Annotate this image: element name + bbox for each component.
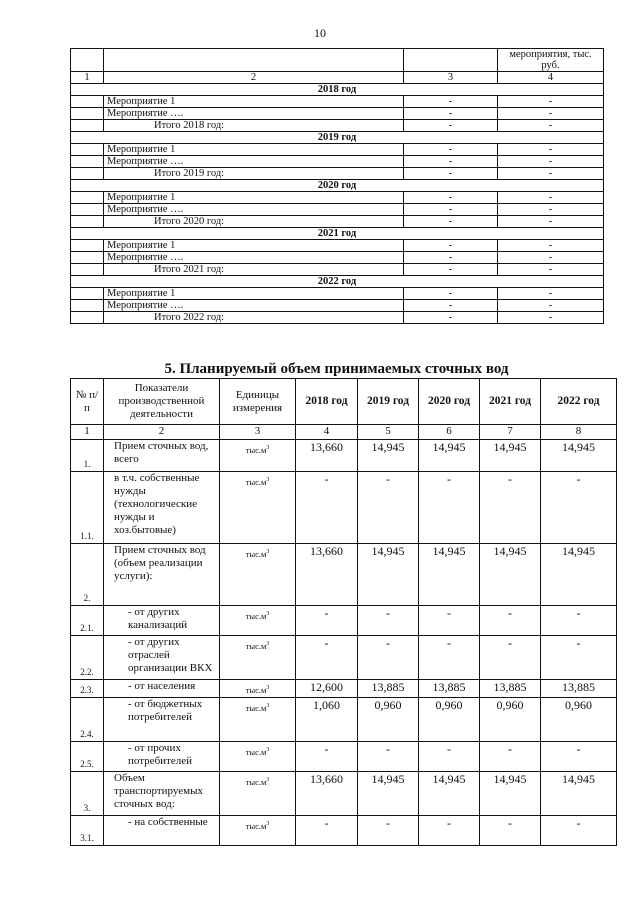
row-value-2019: - — [358, 606, 419, 636]
event-num-cell — [71, 252, 104, 264]
colnum-5: 5 — [358, 425, 419, 440]
row-indicator: Объем транспортируемых сточных вод: — [104, 771, 220, 815]
event-row — [71, 108, 604, 120]
row-value-2022: 14,945 — [541, 771, 617, 815]
colnum-8: 8 — [541, 425, 617, 440]
event-value-col3: - — [404, 108, 498, 120]
event-name: Мероприятие …. — [104, 204, 404, 216]
header-year-2019: 2019 год — [358, 379, 419, 425]
table-row — [71, 636, 617, 680]
table-row — [71, 472, 617, 544]
event-num-cell — [71, 120, 104, 132]
event-num-cell — [71, 288, 104, 300]
wastewater-table-body — [71, 379, 617, 846]
event-name: Мероприятие …. — [104, 108, 404, 120]
row-indicator: - от населения — [104, 680, 220, 698]
header-unit: Единицы измерения — [220, 379, 296, 425]
year-heading: 2018 год — [71, 84, 604, 96]
table-row — [71, 606, 617, 636]
events-table — [70, 48, 604, 324]
events-table-colnum-row — [71, 72, 604, 84]
event-row — [71, 300, 604, 312]
row-unit — [220, 697, 296, 741]
events-header-cell-3 — [404, 49, 498, 72]
header-year-2020: 2020 год — [419, 379, 480, 425]
event-name: Мероприятие 1 — [104, 240, 404, 252]
year-row — [71, 180, 604, 192]
colnum-4: 4 — [296, 425, 358, 440]
row-number: 1.1. — [71, 472, 104, 544]
event-num-cell — [71, 300, 104, 312]
event-value-col3: - — [404, 96, 498, 108]
event-value-col4: - — [498, 108, 604, 120]
row-unit — [220, 544, 296, 606]
row-value-2019: - — [358, 472, 419, 544]
row-value-2018: 1,060 — [296, 697, 358, 741]
row-value-2022: 13,885 — [541, 680, 617, 698]
row-value-2019: - — [358, 741, 419, 771]
row-value-2018: 13,660 — [296, 544, 358, 606]
row-number: 3. — [71, 771, 104, 815]
row-value-2021: 14,945 — [480, 771, 541, 815]
row-value-2022: - — [541, 741, 617, 771]
event-value-col4: - — [498, 312, 604, 324]
event-name: Мероприятие …. — [104, 300, 404, 312]
events-table-header-row — [71, 49, 604, 72]
event-value-col4: - — [498, 192, 604, 204]
events-header-cell-1 — [71, 49, 104, 72]
table-row — [71, 680, 617, 698]
row-number: 2.4. — [71, 697, 104, 741]
year-row — [71, 276, 604, 288]
event-num-cell — [71, 168, 104, 180]
table-row — [71, 815, 617, 845]
unit-exponent: 3 — [266, 611, 270, 617]
unit-exponent: 3 — [266, 641, 270, 647]
event-row — [71, 120, 604, 132]
row-number: 3.1. — [71, 815, 104, 845]
event-num-cell — [71, 312, 104, 324]
row-unit — [220, 606, 296, 636]
event-value-col3: - — [404, 216, 498, 228]
event-value-col4: - — [498, 288, 604, 300]
colnum-1: 1 — [71, 425, 104, 440]
row-value-2020: - — [419, 636, 480, 680]
year-heading: 2022 год — [71, 276, 604, 288]
row-value-2018: - — [296, 606, 358, 636]
row-value-2018: - — [296, 636, 358, 680]
event-value-col3: - — [404, 300, 498, 312]
row-value-2020: 0,960 — [419, 697, 480, 741]
event-value-col3: - — [404, 264, 498, 276]
unit-base: тыс.м — [245, 776, 267, 787]
colnum-7: 7 — [480, 425, 541, 440]
event-row — [71, 156, 604, 168]
event-name: Итого 2021 год: — [104, 264, 404, 276]
event-num-cell — [71, 216, 104, 228]
table-row — [71, 544, 617, 606]
event-value-col3: - — [404, 204, 498, 216]
header-num: № п/п — [71, 379, 104, 425]
wastewater-header-row — [71, 379, 617, 425]
row-indicator: Прием сточных вод, всего — [104, 440, 220, 472]
header-indicator: Показатели производственной деятельности — [104, 379, 220, 425]
row-unit — [220, 636, 296, 680]
row-value-2021: - — [480, 741, 541, 771]
unit-exponent: 3 — [266, 445, 270, 451]
row-value-2018: 13,660 — [296, 771, 358, 815]
events-colnum-1: 1 — [71, 72, 104, 84]
row-value-2021: 14,945 — [480, 440, 541, 472]
row-value-2019: 14,945 — [358, 440, 419, 472]
table-row — [71, 741, 617, 771]
unit-exponent: 3 — [266, 746, 270, 753]
row-value-2021: - — [480, 636, 541, 680]
year-heading: 2020 год — [71, 180, 604, 192]
event-row — [71, 288, 604, 300]
row-number: 2.2. — [71, 636, 104, 680]
event-value-col3: - — [404, 288, 498, 300]
event-row — [71, 240, 604, 252]
unit-base: тыс.м — [245, 640, 267, 651]
event-row — [71, 264, 604, 276]
table-row — [71, 440, 617, 472]
colnum-3: 3 — [220, 425, 296, 440]
header-year-2021: 2021 год — [480, 379, 541, 425]
row-value-2022: - — [541, 606, 617, 636]
row-value-2018: - — [296, 815, 358, 845]
unit-base: тыс.м — [245, 610, 267, 621]
row-value-2018: 13,660 — [296, 440, 358, 472]
event-num-cell — [71, 144, 104, 156]
row-unit — [220, 472, 296, 544]
row-number: 2.1. — [71, 606, 104, 636]
wastewater-table — [70, 378, 617, 846]
section-title: 5. Планируемый объем принимаемых сточных вод — [164, 361, 509, 377]
row-value-2018: 12,600 — [296, 680, 358, 698]
row-number: 2. — [71, 544, 104, 606]
event-name: Итого 2018 год: — [104, 120, 404, 132]
page-number: 10 — [314, 26, 326, 40]
colnum-2: 2 — [104, 425, 220, 440]
row-value-2019: - — [358, 636, 419, 680]
event-value-col4: - — [498, 264, 604, 276]
event-value-col4: - — [498, 216, 604, 228]
unit-exponent: 3 — [266, 776, 270, 783]
row-indicator: - на собственные — [104, 815, 220, 845]
row-value-2020: 14,945 — [419, 544, 480, 606]
unit-base: тыс.м — [245, 476, 267, 487]
event-row — [71, 144, 604, 156]
event-value-col4: - — [498, 96, 604, 108]
row-indicator: в т.ч. собственные нужды (технологические нужды и хоз.бытовые) — [104, 472, 220, 544]
event-name: Итого 2020 год: — [104, 216, 404, 228]
colnum-6: 6 — [419, 425, 480, 440]
row-value-2022: 14,945 — [541, 544, 617, 606]
unit-exponent: 3 — [266, 549, 270, 555]
row-number: 2.3. — [71, 680, 104, 698]
row-value-2020: 14,945 — [419, 771, 480, 815]
unit-exponent: 3 — [266, 685, 270, 691]
events-header-cell-2 — [104, 49, 404, 72]
year-row — [71, 132, 604, 144]
event-name: Итого 2019 год: — [104, 168, 404, 180]
row-value-2020: - — [419, 815, 480, 845]
event-value-col3: - — [404, 312, 498, 324]
header-year-2022: 2022 год — [541, 379, 617, 425]
row-indicator: - от других отраслей организации ВКХ — [104, 636, 220, 680]
row-value-2020: 14,945 — [419, 440, 480, 472]
unit-base: тыс.м — [245, 684, 267, 695]
row-value-2019: 0,960 — [358, 697, 419, 741]
row-value-2022: 0,960 — [541, 697, 617, 741]
row-value-2020: - — [419, 472, 480, 544]
event-name: Мероприятие …. — [104, 156, 404, 168]
row-number: 2.5. — [71, 741, 104, 771]
year-heading: 2021 год — [71, 228, 604, 240]
unit-base: тыс.м — [245, 444, 267, 455]
table-row — [71, 771, 617, 815]
row-unit — [220, 440, 296, 472]
row-value-2021: 14,945 — [480, 544, 541, 606]
unit-exponent: 3 — [266, 820, 270, 827]
row-value-2022: - — [541, 472, 617, 544]
row-value-2020: - — [419, 606, 480, 636]
event-num-cell — [71, 96, 104, 108]
event-value-col3: - — [404, 240, 498, 252]
events-table-body — [71, 49, 604, 324]
event-name: Мероприятие 1 — [104, 288, 404, 300]
row-value-2019: 14,945 — [358, 771, 419, 815]
event-value-col3: - — [404, 120, 498, 132]
event-row — [71, 204, 604, 216]
event-row — [71, 192, 604, 204]
event-value-col3: - — [404, 192, 498, 204]
row-value-2021: 0,960 — [480, 697, 541, 741]
row-value-2022: - — [541, 636, 617, 680]
event-row — [71, 216, 604, 228]
event-num-cell — [71, 240, 104, 252]
row-value-2018: - — [296, 741, 358, 771]
row-indicator: - от прочих потребителей — [104, 741, 220, 771]
event-value-col4: - — [498, 204, 604, 216]
unit-base: тыс.м — [245, 548, 267, 559]
event-value-col4: - — [498, 252, 604, 264]
event-value-col4: - — [498, 156, 604, 168]
event-value-col4: - — [498, 300, 604, 312]
row-value-2018: - — [296, 472, 358, 544]
event-row — [71, 96, 604, 108]
event-num-cell — [71, 108, 104, 120]
row-value-2019: - — [358, 815, 419, 845]
row-value-2022: 14,945 — [541, 440, 617, 472]
row-value-2020: 13,885 — [419, 680, 480, 698]
event-value-col4: - — [498, 120, 604, 132]
events-colnum-4: 4 — [498, 72, 604, 84]
unit-exponent: 3 — [266, 477, 270, 483]
event-value-col4: - — [498, 168, 604, 180]
unit-base: тыс.м — [245, 702, 267, 713]
table-row — [71, 697, 617, 741]
row-value-2019: 13,885 — [358, 680, 419, 698]
event-num-cell — [71, 204, 104, 216]
event-value-col3: - — [404, 168, 498, 180]
year-row — [71, 228, 604, 240]
row-value-2021: - — [480, 815, 541, 845]
event-name: Мероприятие 1 — [104, 144, 404, 156]
row-value-2021: - — [480, 472, 541, 544]
unit-base: тыс.м — [245, 746, 267, 757]
year-row — [71, 84, 604, 96]
event-num-cell — [71, 192, 104, 204]
events-colnum-3: 3 — [404, 72, 498, 84]
event-value-col3: - — [404, 144, 498, 156]
row-value-2021: 13,885 — [480, 680, 541, 698]
row-number: 1. — [71, 440, 104, 472]
row-value-2019: 14,945 — [358, 544, 419, 606]
events-header-cell-4: мероприятия, тыс. руб. — [498, 49, 604, 72]
event-name: Итого 2022 год: — [104, 312, 404, 324]
event-row — [71, 312, 604, 324]
row-indicator: Прием сточных вод (объем реализации услуги): — [104, 544, 220, 606]
event-name: Мероприятие 1 — [104, 192, 404, 204]
event-row — [71, 252, 604, 264]
year-heading: 2019 год — [71, 132, 604, 144]
wastewater-colnum-row — [71, 425, 617, 440]
header-year-2018: 2018 год — [296, 379, 358, 425]
event-value-col4: - — [498, 144, 604, 156]
event-num-cell — [71, 156, 104, 168]
row-unit — [220, 815, 296, 845]
events-colnum-2: 2 — [104, 72, 404, 84]
row-unit — [220, 680, 296, 698]
event-value-col3: - — [404, 252, 498, 264]
row-value-2021: - — [480, 606, 541, 636]
row-value-2020: - — [419, 741, 480, 771]
row-indicator: - от бюджетных потребителей — [104, 697, 220, 741]
row-value-2022: - — [541, 815, 617, 845]
event-name: Мероприятие 1 — [104, 96, 404, 108]
event-value-col4: - — [498, 240, 604, 252]
event-name: Мероприятие …. — [104, 252, 404, 264]
event-row — [71, 168, 604, 180]
event-value-col3: - — [404, 156, 498, 168]
row-indicator: - от других канализаций — [104, 606, 220, 636]
unit-exponent: 3 — [266, 702, 270, 709]
event-num-cell — [71, 264, 104, 276]
row-unit — [220, 771, 296, 815]
unit-base: тыс.м — [245, 820, 267, 831]
row-unit — [220, 741, 296, 771]
